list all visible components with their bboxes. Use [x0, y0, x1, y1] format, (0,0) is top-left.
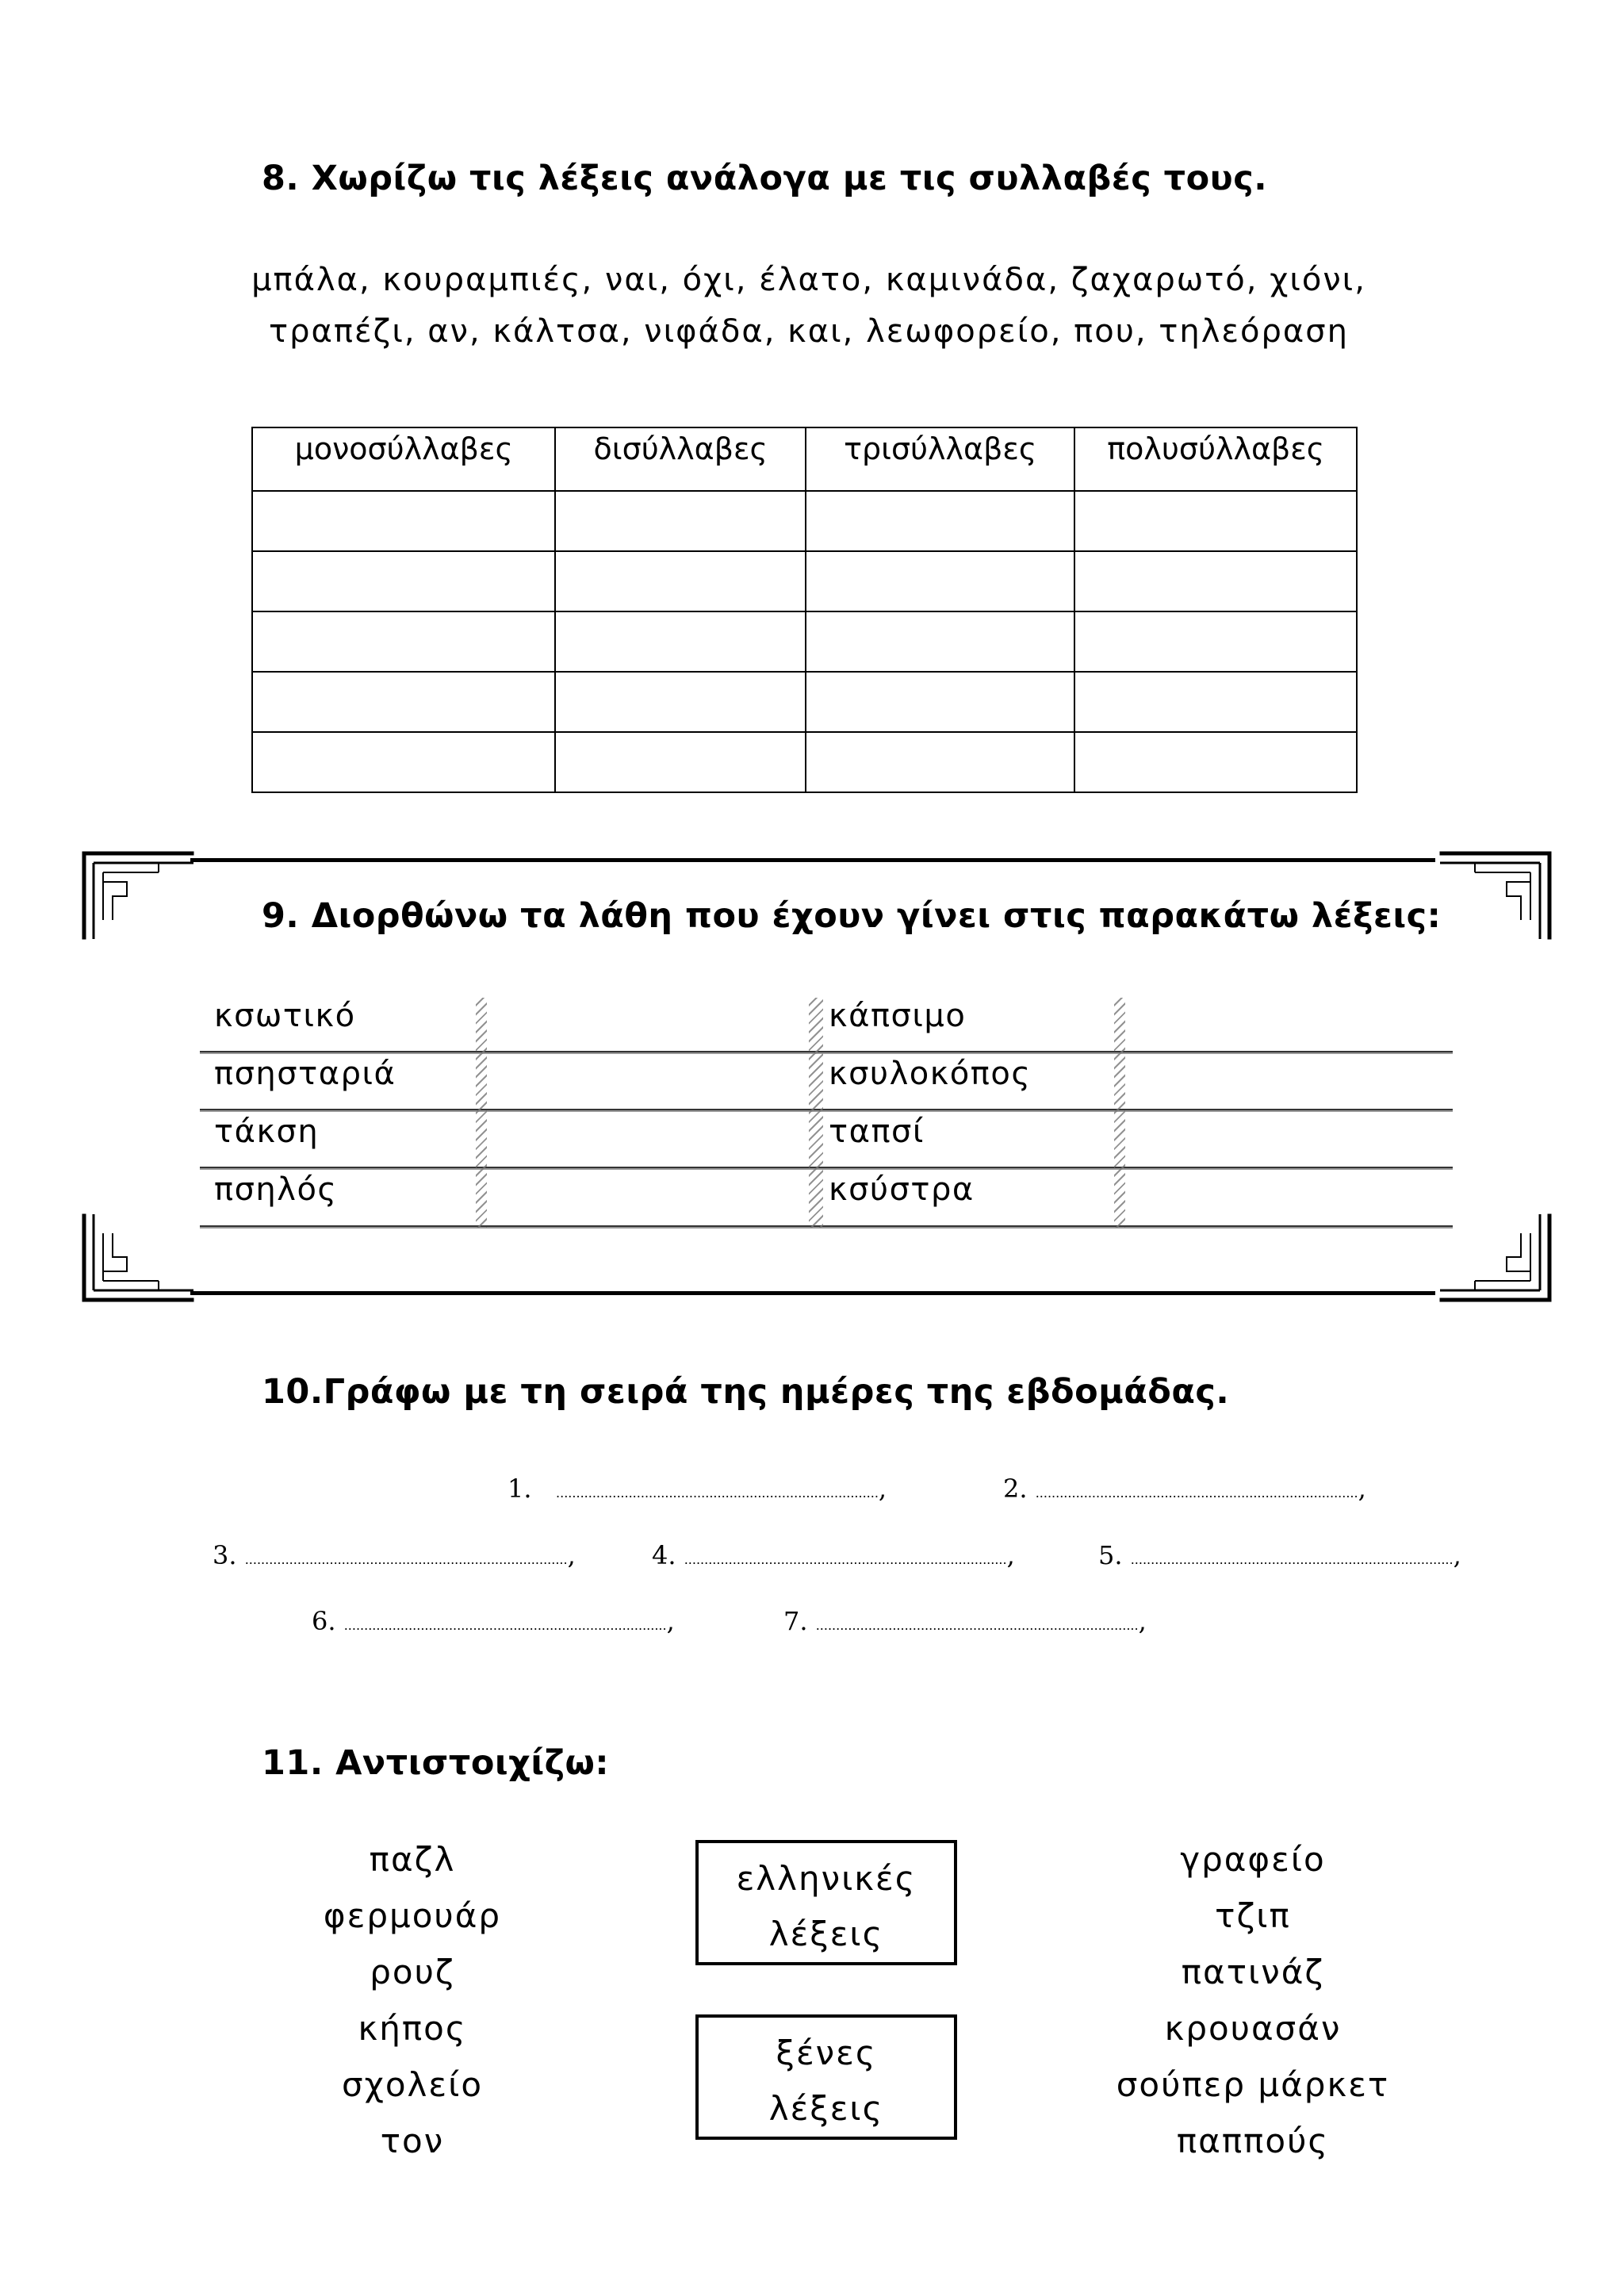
ex9-right-word: ταπσί: [829, 1114, 925, 1150]
table-cell[interactable]: [806, 611, 1074, 672]
match-word-right[interactable]: τζιπ: [1215, 1896, 1291, 1935]
match-word-right[interactable]: σούπερ μάρκετ: [1116, 2065, 1390, 2104]
match-word-left[interactable]: σχολείο: [341, 2065, 484, 2104]
day-blank-1[interactable]: 1. ................................................................................,: [508, 1474, 887, 1504]
table-header: τρισύλλαβες: [806, 427, 1074, 491]
match-word-left[interactable]: κήπος: [358, 2009, 467, 2048]
match-word-right[interactable]: κρουασάν: [1164, 2009, 1342, 2048]
table-cell[interactable]: [1074, 491, 1357, 551]
day-blank-4[interactable]: 4. ................................................................................,: [652, 1540, 1015, 1570]
box-label: λέξεις: [768, 2089, 884, 2128]
table-cell[interactable]: [252, 732, 555, 792]
corner-ornament-top-right-icon: [1435, 849, 1554, 944]
table-cell[interactable]: [252, 672, 555, 732]
table-cell[interactable]: [806, 551, 1074, 611]
ex9-right-word: κάπσιμο: [829, 998, 967, 1034]
box-label: ελληνικές: [736, 1859, 917, 1898]
match-word-right[interactable]: παππούς: [1176, 2122, 1330, 2160]
table-cell[interactable]: [1074, 672, 1357, 732]
ex9-right-word: κσύστρα: [829, 1171, 975, 1208]
table-row: [252, 732, 1357, 792]
corner-ornament-bottom-right-icon: [1435, 1209, 1554, 1305]
ex9-left-word: κσωτικό: [214, 998, 356, 1034]
category-box-foreign[interactable]: [695, 2014, 957, 2140]
syllable-table: [251, 427, 1358, 793]
hatch-divider: [476, 998, 487, 1228]
table-cell[interactable]: [252, 491, 555, 551]
ex9-title: 9. Διορθώνω τα λάθη που έχουν γίνει στις παρακάτω λέξεις:: [262, 896, 1442, 936]
match-word-right[interactable]: πατινάζ: [1181, 1953, 1325, 1991]
table-cell[interactable]: [1074, 732, 1357, 792]
day-blank-2[interactable]: 2. ................................................................................,: [1003, 1474, 1366, 1504]
match-word-left[interactable]: παζλ: [369, 1840, 456, 1879]
ex8-words-line1: μπάλα, κουραμπιές, ναι, όχι, έλατο, καμινάδα, ζαχαρωτό, χιόνι,: [251, 262, 1366, 298]
box-label: λέξεις: [768, 1915, 884, 1953]
match-word-left[interactable]: τον: [380, 2122, 445, 2160]
table-row: [252, 611, 1357, 672]
day-blank-3[interactable]: 3. ................................................................................,: [213, 1540, 576, 1570]
day-number: 1.: [508, 1474, 532, 1504]
table-cell[interactable]: [806, 732, 1074, 792]
day-number: 4.: [652, 1540, 676, 1570]
ex8-title: 8. Χωρίζω τις λέξεις ανάλογα με τις συλλαβές τους.: [262, 159, 1268, 198]
ex9-right-word: κσυλοκόπος: [829, 1056, 1032, 1092]
box-label: ξένες: [776, 2033, 877, 2072]
table-header: δισύλλαβες: [555, 427, 805, 491]
table-cell[interactable]: [555, 611, 805, 672]
table-cell[interactable]: [1074, 611, 1357, 672]
day-number: 2.: [1003, 1474, 1028, 1504]
day-blank-7[interactable]: 7. ................................................................................,: [783, 1606, 1147, 1636]
match-word-left[interactable]: ρουζ: [370, 1953, 455, 1991]
ex9-left-word: τάκση: [214, 1114, 320, 1150]
ex9-line: [200, 1167, 1453, 1170]
ex11-title: 11. Αντιστοιχίζω:: [262, 1743, 610, 1783]
corner-ornament-bottom-left-icon: [79, 1209, 198, 1305]
table-cell[interactable]: [252, 551, 555, 611]
ex9-line: [200, 1109, 1453, 1112]
corner-ornament-top-left-icon: [79, 849, 198, 944]
table-header: μονοσύλλαβες: [252, 427, 555, 491]
frame-top-border: [190, 858, 1435, 862]
match-word-right[interactable]: γραφείο: [1180, 1840, 1326, 1879]
table-cell[interactable]: [1074, 551, 1357, 611]
table-cell[interactable]: [555, 732, 805, 792]
frame-bottom-border: [190, 1291, 1435, 1295]
ex9-left-word: πσηλός: [214, 1171, 338, 1208]
day-number: 7.: [783, 1606, 808, 1636]
ex9-left-word: πσησταριά: [214, 1056, 396, 1092]
hatch-divider: [1114, 998, 1125, 1228]
table-row: [252, 491, 1357, 551]
table-row: [252, 672, 1357, 732]
day-number: 6.: [312, 1606, 336, 1636]
day-number: 5.: [1098, 1540, 1123, 1570]
table-cell[interactable]: [555, 551, 805, 611]
table-header: πολυσύλλαβες: [1074, 427, 1357, 491]
day-blank-5[interactable]: 5. ................................................................................,: [1098, 1540, 1461, 1570]
table-cell[interactable]: [555, 672, 805, 732]
ex9-line: [200, 1051, 1453, 1054]
table-cell[interactable]: [806, 491, 1074, 551]
ex8-words-line2: τραπέζι, αν, κάλτσα, νιφάδα, και, λεωφορείο, που, τηλεόραση: [269, 313, 1349, 350]
table-cell[interactable]: [252, 611, 555, 672]
category-box-greek[interactable]: [695, 1840, 957, 1965]
ex10-title: 10.Γράφω με τη σειρά της ημέρες της εβδομάδας.: [262, 1372, 1230, 1412]
day-blank-6[interactable]: 6. ................................................................................,: [312, 1606, 675, 1636]
table-cell[interactable]: [555, 491, 805, 551]
day-number: 3.: [213, 1540, 237, 1570]
table-row: [252, 551, 1357, 611]
table-header-row: [252, 427, 1357, 491]
match-word-left[interactable]: φερμουάρ: [323, 1896, 502, 1935]
table-cell[interactable]: [806, 672, 1074, 732]
hatch-divider: [809, 998, 823, 1228]
ex9-line: [200, 1225, 1453, 1228]
